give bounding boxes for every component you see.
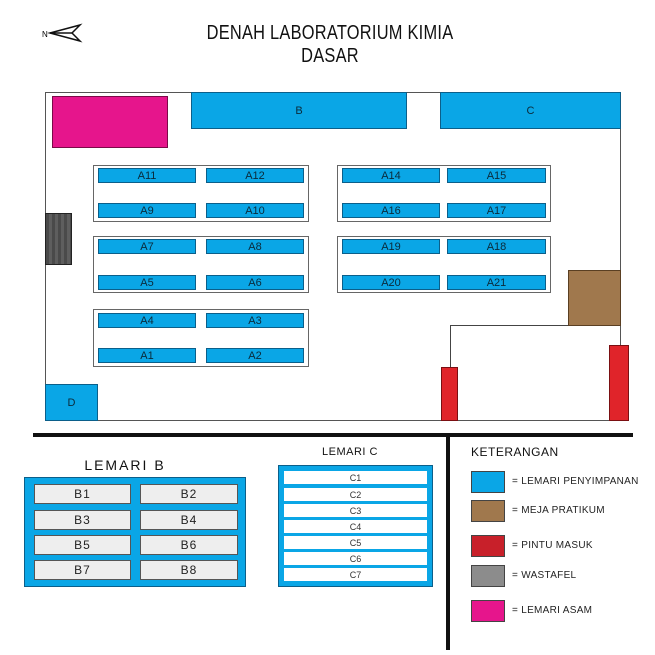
desk-label: A8 bbox=[248, 240, 262, 253]
lemari-c-title: LEMARI C bbox=[322, 446, 378, 458]
lemari-c-detail bbox=[278, 465, 433, 587]
desk bbox=[447, 203, 546, 218]
desk-label: A20 bbox=[381, 276, 401, 289]
lemari-b-cell: B4 bbox=[140, 510, 238, 530]
desk bbox=[342, 239, 440, 254]
cabinet-c bbox=[440, 92, 621, 129]
desk bbox=[98, 275, 196, 290]
desk bbox=[447, 168, 546, 183]
desk-label: A15 bbox=[486, 169, 507, 182]
lemari-c-cell: C3 bbox=[284, 504, 427, 517]
cabinet-b bbox=[191, 92, 407, 129]
desk-label: A19 bbox=[381, 240, 401, 253]
desk-label: A14 bbox=[381, 169, 401, 182]
desk-label: A12 bbox=[245, 169, 265, 182]
acid-cabinet bbox=[52, 96, 168, 148]
legend-label: = MEJA PRATIKUM bbox=[512, 505, 605, 516]
cabinet-c-label: C bbox=[526, 104, 535, 117]
cabinet-d-label: D bbox=[67, 396, 76, 409]
legend-swatch-sink bbox=[471, 565, 505, 587]
legend-swatch-storage bbox=[471, 471, 505, 493]
desk-label: A21 bbox=[486, 276, 507, 289]
lemari-c-cell: C1 bbox=[284, 471, 427, 484]
desk-label: A18 bbox=[486, 240, 507, 253]
desk bbox=[98, 313, 196, 328]
legend-swatch-door bbox=[471, 535, 505, 557]
desk-label: A16 bbox=[381, 204, 401, 217]
entrance-door bbox=[609, 345, 629, 421]
partition-line bbox=[450, 325, 568, 326]
desk-label: A1 bbox=[140, 349, 154, 362]
desk bbox=[98, 203, 196, 218]
lemari-c-cell: C7 bbox=[284, 568, 427, 581]
partition-line bbox=[450, 325, 451, 367]
divider-vertical bbox=[446, 433, 450, 650]
desk-label: A10 bbox=[245, 204, 265, 217]
legend-title: KETERANGAN bbox=[471, 445, 559, 459]
cabinet-d bbox=[45, 384, 98, 421]
legend-swatch-bench bbox=[471, 500, 505, 522]
lemari-c-cell: C4 bbox=[284, 520, 427, 533]
lemari-b-cell: B3 bbox=[34, 510, 131, 530]
desk bbox=[206, 348, 304, 363]
legend-label: = LEMARI ASAM bbox=[512, 605, 593, 616]
desk bbox=[206, 239, 304, 254]
lemari-b-cell: B1 bbox=[34, 484, 131, 504]
legend-label: = PINTU MASUK bbox=[512, 540, 593, 551]
desk-label: A7 bbox=[140, 240, 154, 253]
desk-label: A9 bbox=[140, 204, 154, 217]
desk-label: A2 bbox=[248, 349, 262, 362]
desk-label: A11 bbox=[137, 169, 157, 182]
desk bbox=[447, 239, 546, 254]
desk bbox=[206, 275, 304, 290]
legend-label: = WASTAFEL bbox=[512, 570, 577, 581]
sink bbox=[45, 213, 72, 265]
divider-horizontal bbox=[33, 433, 633, 437]
lemari-b-cell: B6 bbox=[140, 535, 238, 555]
north-arrow-icon bbox=[38, 22, 86, 44]
lemari-c-cell: C5 bbox=[284, 536, 427, 549]
desk bbox=[206, 168, 304, 183]
desk-label: A6 bbox=[248, 276, 262, 289]
desk bbox=[98, 168, 196, 183]
lemari-b-detail bbox=[24, 477, 246, 587]
desk bbox=[98, 348, 196, 363]
desk bbox=[206, 203, 304, 218]
legend-label: = LEMARI PENYIMPANAN bbox=[512, 476, 639, 487]
lemari-c-cell: C6 bbox=[284, 552, 427, 565]
lemari-b-cell: B5 bbox=[34, 535, 131, 555]
cabinet-b-label: B bbox=[295, 104, 303, 117]
desk bbox=[342, 168, 440, 183]
desk bbox=[342, 203, 440, 218]
page-title: DENAH LABORATORIUM KIMIA DASAR bbox=[206, 22, 454, 67]
lemari-c-cell: C2 bbox=[284, 488, 427, 501]
lemari-b-cell: B8 bbox=[140, 560, 238, 580]
desk-label: A4 bbox=[140, 314, 154, 327]
legend-swatch-acid-cabinet bbox=[471, 600, 505, 622]
north-label: N bbox=[42, 30, 48, 39]
instructor-bench bbox=[568, 270, 621, 326]
desk bbox=[98, 239, 196, 254]
desk-label: A17 bbox=[486, 204, 507, 217]
desk bbox=[206, 313, 304, 328]
lemari-b-cell: B2 bbox=[140, 484, 238, 504]
desk-label: A3 bbox=[248, 314, 262, 327]
desk bbox=[342, 275, 440, 290]
lemari-b-title: LEMARI B bbox=[84, 457, 166, 473]
lemari-b-cell: B7 bbox=[34, 560, 131, 580]
desk-label: A5 bbox=[140, 276, 154, 289]
desk bbox=[447, 275, 546, 290]
entrance-door bbox=[441, 367, 458, 421]
